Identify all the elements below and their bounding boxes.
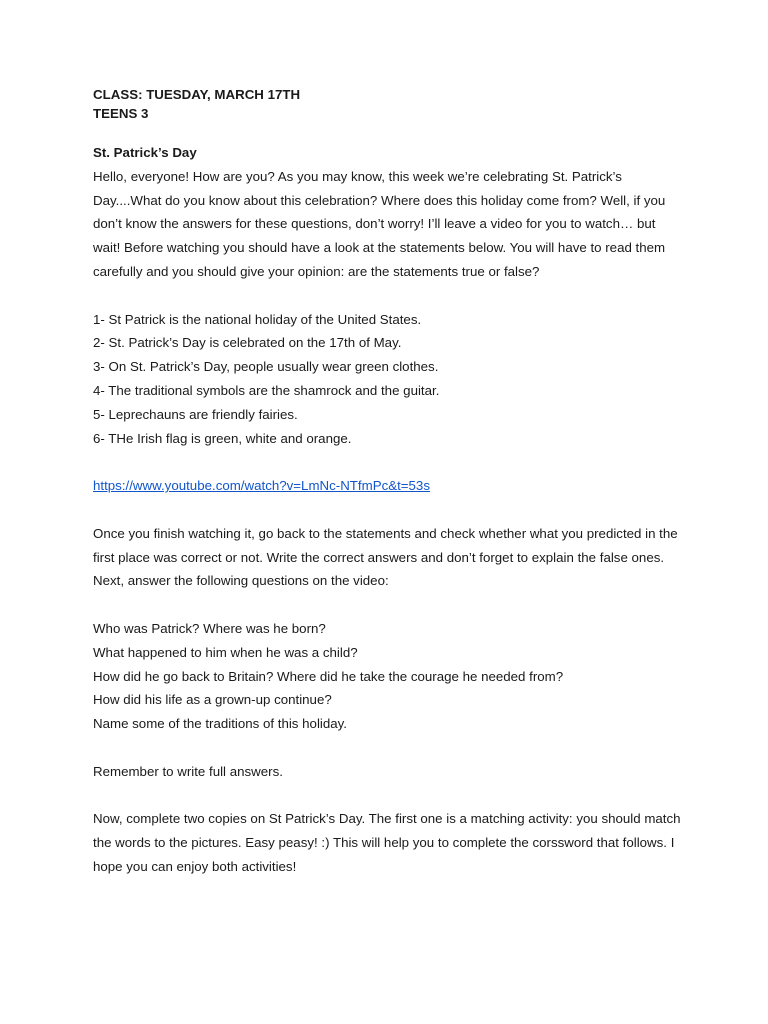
statements-list <box>93 308 683 451</box>
question-item: Who was Patrick? Where was he born? <box>93 620 326 636</box>
statement-item: 4- The traditional symbols are the shamrock and the guitar. <box>93 382 440 398</box>
statement-item: 2- St. Patrick’s Day is celebrated on the 17th of May. <box>93 335 402 351</box>
question-item: What happened to him when he was a child? <box>93 644 358 660</box>
intro-paragraph: Hello, everyone! How are you? As you may know, this week we’re celebrating St. Patrick’s Day....What do you know about this celebration? Where does this holiday come from? Well, if you don’t know the answers for these questions, don’t worry! I’ll leave a video for you to watch… but wait! Before watching you should have a look at the statements below. You will have to read them carefully and you should give your opinion: are the statements true or false? <box>93 168 666 279</box>
closing-paragraph: Now, complete two copies on St Patrick’s Day. The first one is a matching activity: you should match the words to the pictures. Easy peasy! :) This will help you to complete the corssword that follows. I hope you can enjoy both activities! <box>93 811 681 874</box>
after-video-instructions: Once you finish watching it, go back to the statements and check whether what you predicted in the first place was correct or not. Write the correct answers and don’t forget to explain the false ones. <box>93 525 678 565</box>
statement-item: 1- St Patrick is the national holiday of the United States. <box>93 311 422 327</box>
video-link-line <box>93 474 683 498</box>
reminder-text: Remember to write full answers. <box>93 763 283 779</box>
statement-item: 6- THe Irish flag is green, white and orange. <box>93 430 352 446</box>
statement-item: 5- Leprechauns are friendly fairies. <box>93 406 298 422</box>
question-item: How did he go back to Britain? Where did he take the courage he needed from? <box>93 668 564 684</box>
questions-intro: Next, answer the following questions on the video: <box>93 573 389 589</box>
statement-item: 3- On St. Patrick’s Day, people usually wear green clothes. <box>93 359 439 375</box>
document-page <box>93 85 683 879</box>
group-heading: TEENS 3 <box>93 106 149 121</box>
question-item: Name some of the traditions of this holiday. <box>93 716 347 732</box>
question-item: How did his life as a grown-up continue? <box>93 692 332 708</box>
section-title: St. Patrick’s Day <box>93 145 197 160</box>
questions-list <box>93 617 683 736</box>
video-link[interactable]: https://www.youtube.com/watch?v=LmNc-NTfmPc&t=53s <box>93 478 430 494</box>
class-heading: CLASS: TUESDAY, MARCH 17TH <box>93 87 301 102</box>
